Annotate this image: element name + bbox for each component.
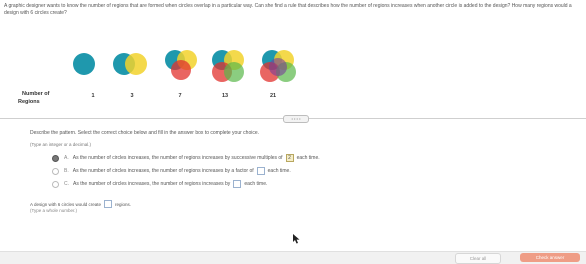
regions-table [6,91,306,113]
design-4-circles [210,48,246,84]
choice-b[interactable] [52,167,291,175]
instructions: Describe the pattern. Select the correct choice below and fill in the answer box to complete your choice. [30,130,260,136]
row-label-number-of: Number of [22,91,50,97]
choice-text-after: each time. [244,181,268,187]
radio-c[interactable] [52,181,59,188]
choice-text: As the number of circles increases, the number of regions increases by a factor of [72,168,254,174]
divider-handle[interactable]: • • • • [283,115,309,123]
design-3-circles [164,49,198,83]
choice-text-after: each time. [267,168,291,174]
design-1-circle [72,52,96,76]
regions-value: 21 [269,93,277,99]
question-2-text: A design with 6 circles would create [30,201,102,207]
regions-answer-box[interactable] [104,200,112,208]
choice-text-after: each time. [296,155,320,161]
clear-all-button[interactable]: Clear all [455,253,501,264]
choice-c[interactable] [52,180,267,188]
radio-a[interactable] [52,155,59,162]
choice-letter: A. [64,155,69,161]
answer-box-c[interactable] [233,180,241,188]
answer-box-b[interactable] [257,167,265,175]
question-2 [30,200,131,208]
circle-designs [68,52,308,92]
check-answer-button[interactable]: Check answer [520,253,580,262]
choice-a[interactable] [52,154,320,162]
mouse-cursor-icon [293,234,300,244]
row-label-regions: Regions [18,99,40,105]
circle-yellow [125,53,147,75]
radio-b[interactable] [52,168,59,175]
regions-value: 7 [178,93,182,99]
circle-green [224,62,244,82]
circle-teal [73,53,95,75]
regions-value: 3 [130,93,134,99]
choice-letter: B. [64,168,69,174]
question-text: A graphic designer wants to know the number of regions that are formed when circles overlap in a particular way. Can she find a rule that describes how the number of regions increases when another circle is added to the design? How many regions would a design with 6 circles create? [4,3,572,16]
circle-purple [269,58,287,76]
design-5-circles [258,47,298,87]
question-2-text-after: regions. [115,201,132,207]
question-2-hint: (Type a whole number.) [30,208,78,213]
regions-value: 1 [91,93,95,99]
design-2-circles [112,52,148,76]
choice-text: As the number of circles increases, the number of regions increases by successive multiples of [72,155,283,161]
regions-value: 13 [221,93,229,99]
answer-box-a[interactable]: 2 [286,154,294,162]
choice-text: As the number of circles increases, the number of regions increases by [73,181,231,187]
circle-red [171,60,191,80]
answer-hint: (Type an integer or a decimal.) [30,142,92,147]
choice-letter: C. [64,181,69,187]
